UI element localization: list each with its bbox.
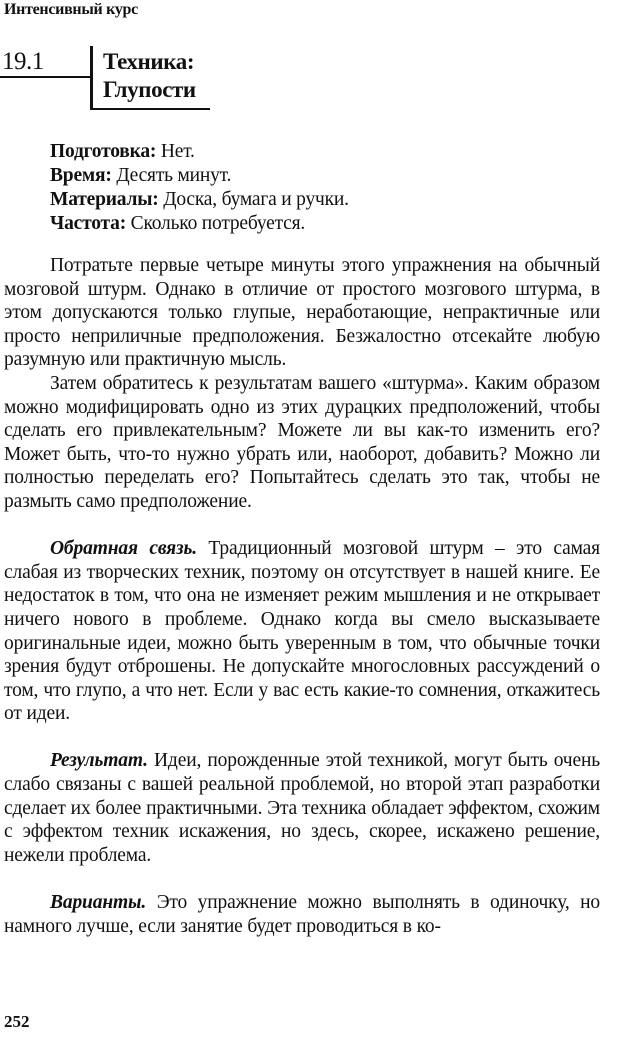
page-number: 252	[4, 1012, 30, 1031]
heading-underline-rule	[90, 108, 210, 110]
feedback-lead: Обратная связь.	[50, 538, 197, 560]
meta-frequency-value: Сколько потребуется.	[126, 213, 306, 234]
meta-materials-value: Доска, бумага и ручки.	[158, 189, 349, 210]
result-lead: Результат.	[50, 750, 148, 772]
section-title	[103, 48, 196, 104]
paragraph-result	[4, 749, 600, 867]
meta-frequency	[50, 212, 349, 236]
section-heading	[0, 46, 300, 110]
meta-time-label: Время:	[50, 165, 112, 186]
exercise-meta	[50, 140, 349, 236]
section-title-line-1: Техника:	[103, 49, 195, 74]
paragraph-variants	[4, 891, 600, 938]
section-number: 19.1	[2, 48, 44, 75]
section-number-rule	[0, 76, 92, 78]
meta-preparation-label: Подготовка:	[50, 141, 157, 162]
meta-materials-label: Материалы:	[50, 189, 159, 210]
paragraph-feedback	[4, 537, 600, 726]
variants-text: Это упражнение можно выполнять в одиночку, но намного лучше, если занятие будет проводиться в ко-	[4, 892, 600, 937]
meta-time-value: Десять минут.	[111, 165, 232, 186]
heading-vertical-rule	[90, 46, 93, 110]
meta-frequency-label: Частота:	[50, 213, 126, 234]
running-head: Интенсивный курс	[4, 1, 138, 18]
meta-preparation	[50, 140, 349, 164]
meta-preparation-value: Нет.	[156, 141, 195, 162]
meta-time	[50, 164, 349, 188]
meta-materials	[50, 188, 349, 212]
variants-lead: Варианты.	[50, 892, 147, 914]
paragraph-modify: Затем обратитесь к результатам вашего «штурма». Каким образом можно модифицировать одно из этих дурацких предположений, чтобы сделать его привлекательным? Можете ли вы как-то изменить его? Может быть, что-то нужно убрать или, наоборот, добавить? Можно ли полностью переделать его? Попытайтесь сделать это так, чтобы не размыть само предположение.	[4, 372, 600, 512]
feedback-text: Традиционный мозговой штурм – это самая слабая из творческих техник, поэтому он отсутствует в нашей книге. Ее недостаток в том, что она не изменяет режим мышления и не открывает ничего нового в проблеме. Однако когда вы смело высказываете оригинальные идеи, можно быть уверенным в том, что обычные точки зрения будут отброшены. Не допускайте многословных рассуждений о том, что глупо, а что нет. Если у вас есть какие-то сомнения, откажитесь от идеи.	[4, 538, 600, 725]
body-text	[4, 254, 600, 938]
section-title-line-2: Глупости	[103, 77, 196, 102]
paragraph-intro: Потратьте первые четыре минуты этого упражнения на обычный мозговой штурм. Однако в отличие от простого мозгового штурма, в этом допускаются только глупые, неработающие, непрактичные или просто неприличные предположения. Безжалостно отсекайте любую разумную или практичную мысль.	[4, 255, 600, 371]
result-text: Идеи, порожденные этой техникой, могут быть очень слабо связаны с вашей реальной проблемой, но второй этап разработки сделает их более практичными. Эта техника обладает эффектом, схожим с эффектом техник искажения, но здесь, скорее, искажено решение, нежели проблема.	[4, 750, 600, 866]
